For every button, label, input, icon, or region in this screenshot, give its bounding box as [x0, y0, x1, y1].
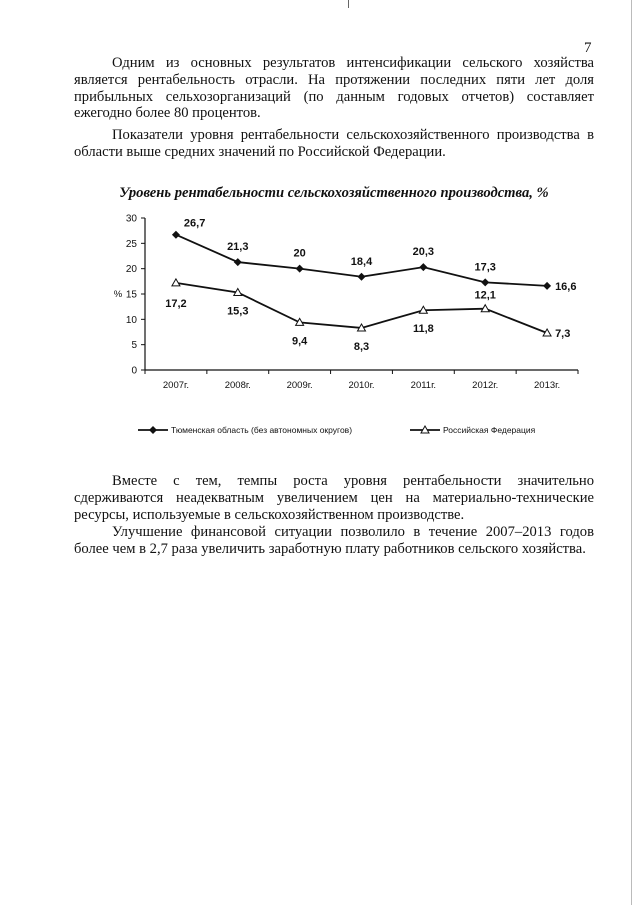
x-tick-label: 2013г. [534, 380, 561, 391]
x-tick-label: 2011г. [410, 380, 437, 391]
data-point-marker [234, 258, 242, 266]
x-tick-label: 2009г. [286, 380, 313, 391]
scan-edge-line [631, 0, 632, 905]
legend-entry: Российская Федерация [443, 425, 536, 435]
paragraph-comparison: Показатели уровня рентабельности сельскохозяйственного производства в области выше средних значений по Российской Федерации. [74, 127, 594, 160]
chart-title: Уровень рентабельности сельскохозяйственного производства, % [119, 185, 549, 201]
y-tick-label: 5 [131, 340, 137, 352]
y-tick-label: 0 [131, 365, 137, 377]
data-label: 20 [293, 247, 306, 260]
data-label: 8,3 [353, 340, 370, 353]
y-tick-label: 10 [125, 314, 137, 326]
data-label: 7,3 [555, 328, 571, 341]
x-tick-label: 2012г. [472, 380, 499, 391]
data-label: 17,2 [165, 297, 187, 310]
y-tick-label: 15 [125, 289, 137, 301]
y-tick-label: 30 [125, 213, 137, 225]
paragraph-profitability: Одним из основных результатов интенсификации сельского хозяйства является рентабельность отрасли. На протяжении последних пяти лет доля прибыльных сельхозорганизаций (по данным годовых отчетов) составляет ежегодно более 80 процентов. [74, 55, 594, 122]
legend-marker [149, 426, 157, 434]
data-point-marker [296, 265, 304, 273]
data-label: 26,7 [183, 217, 206, 230]
top-edge-mark [348, 0, 349, 8]
paragraph-price-growth: Вместе с тем, темпы роста уровня рентабельности значительно сдерживаются неадекватным увеличением цен на материально-технические ресурсы, используемые в сельскохозяйственном производстве. [74, 473, 594, 523]
legend-entry: Тюменская область (без автономных округов) [171, 425, 353, 435]
x-tick-label: 2007г. [162, 380, 189, 391]
profitability-line-chart [100, 208, 580, 448]
y-axis-label: % [113, 289, 123, 300]
data-point-marker [481, 278, 489, 286]
x-tick-label: 2008г. [224, 380, 251, 391]
data-label: 9,4 [291, 335, 308, 348]
data-point-marker [543, 282, 551, 290]
data-label: 16,6 [555, 280, 577, 293]
data-label: 21,3 [227, 241, 249, 254]
data-label: 18,4 [350, 255, 373, 268]
data-label: 20,3 [412, 246, 435, 259]
y-tick-label: 25 [125, 238, 137, 250]
data-label: 17,3 [474, 261, 496, 274]
data-label: 12,1 [474, 289, 496, 302]
paragraph-wages: Улучшение финансовой ситуации позволило в течение 2007–2013 годов более чем в 2,7 раза увеличить заработную плату работников сельского хозяйства. [74, 524, 594, 557]
data-point-marker [358, 273, 366, 281]
data-point-marker [172, 231, 180, 239]
data-label: 11,8 [412, 323, 434, 336]
data-label: 15,3 [227, 305, 249, 318]
y-tick-label: 20 [125, 264, 137, 276]
data-point-marker [172, 279, 180, 286]
x-tick-label: 2010г. [348, 380, 375, 391]
page-number: 7 [584, 40, 592, 56]
data-point-marker [419, 263, 427, 271]
